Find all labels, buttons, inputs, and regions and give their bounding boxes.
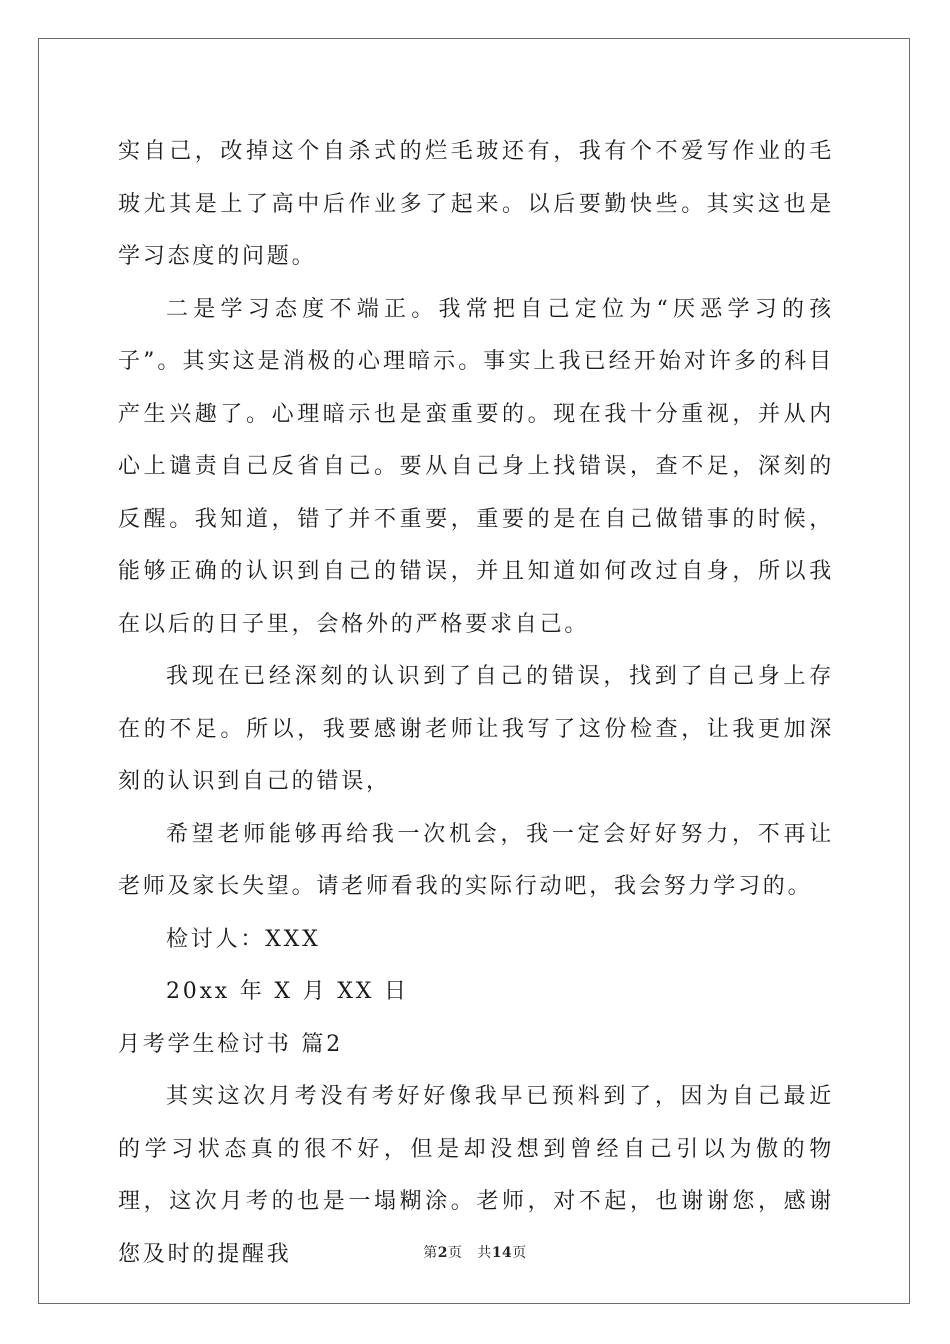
footer-prefix: 第 <box>423 1245 438 1261</box>
document-body <box>118 126 834 1281</box>
signature-line: 检讨人：XXX <box>166 926 321 952</box>
page-footer <box>0 1242 950 1262</box>
paragraph-2: 二是学习态度不端正。我常把自己定位为“厌恶学习的孩子”。其实这是消极的心理暗示。事实上我已经开始对许多的科目产生兴趣了。心理暗示也是蛮重要的。现在我十分重视，并从内心上谴责自己反省自己。要从自己身上找错误，查不足，深刻的反醒。我知道，错了并不重要，重要的是在自己做错事的时候，能够正确的认识到自己的错误，并且知道如何改过自身，所以我在以后的日子里，会格外的严格要求自己。 <box>118 296 834 637</box>
paragraph-3: 我现在已经深刻的认识到了自己的错误，找到了自己身上存在的不足。所以，我要感谢老师让我写了这份检查，让我更加深刻的认识到自己的错误， <box>118 664 834 794</box>
footer-total-pages: 14 <box>491 1245 513 1261</box>
date-line: 20xx 年 X 月 XX 日 <box>166 979 409 1004</box>
section-heading: 月考学生检讨书 篇2 <box>118 1031 343 1057</box>
paragraph-4: 希望老师能够再给我一次机会，我一定会好好努力，不再让老师及家长失望。请老师看我的实际行动吧，我会努力学习的。 <box>118 821 834 899</box>
footer-mid: 页 共 <box>447 1245 492 1261</box>
footer-page-number: 2 <box>437 1245 448 1261</box>
paragraph-1: 实自己，改掉这个自杀式的烂毛玻还有，我有个不爱写作业的毛玻尤其是上了高中后作业多了起来。以后要勤快些。其实这也是学习态度的问题。 <box>118 139 834 269</box>
footer-suffix: 页 <box>512 1245 527 1261</box>
section-paragraph: 其实这次月考没有考好好像我早已预料到了，因为自己最近的学习状态真的很不好，但是却没想到曾经自己引以为傲的物理，这次月考的也是一塌糊涂。老师，对不起，也谢谢您，感谢您及时的提醒我 <box>118 1084 834 1267</box>
